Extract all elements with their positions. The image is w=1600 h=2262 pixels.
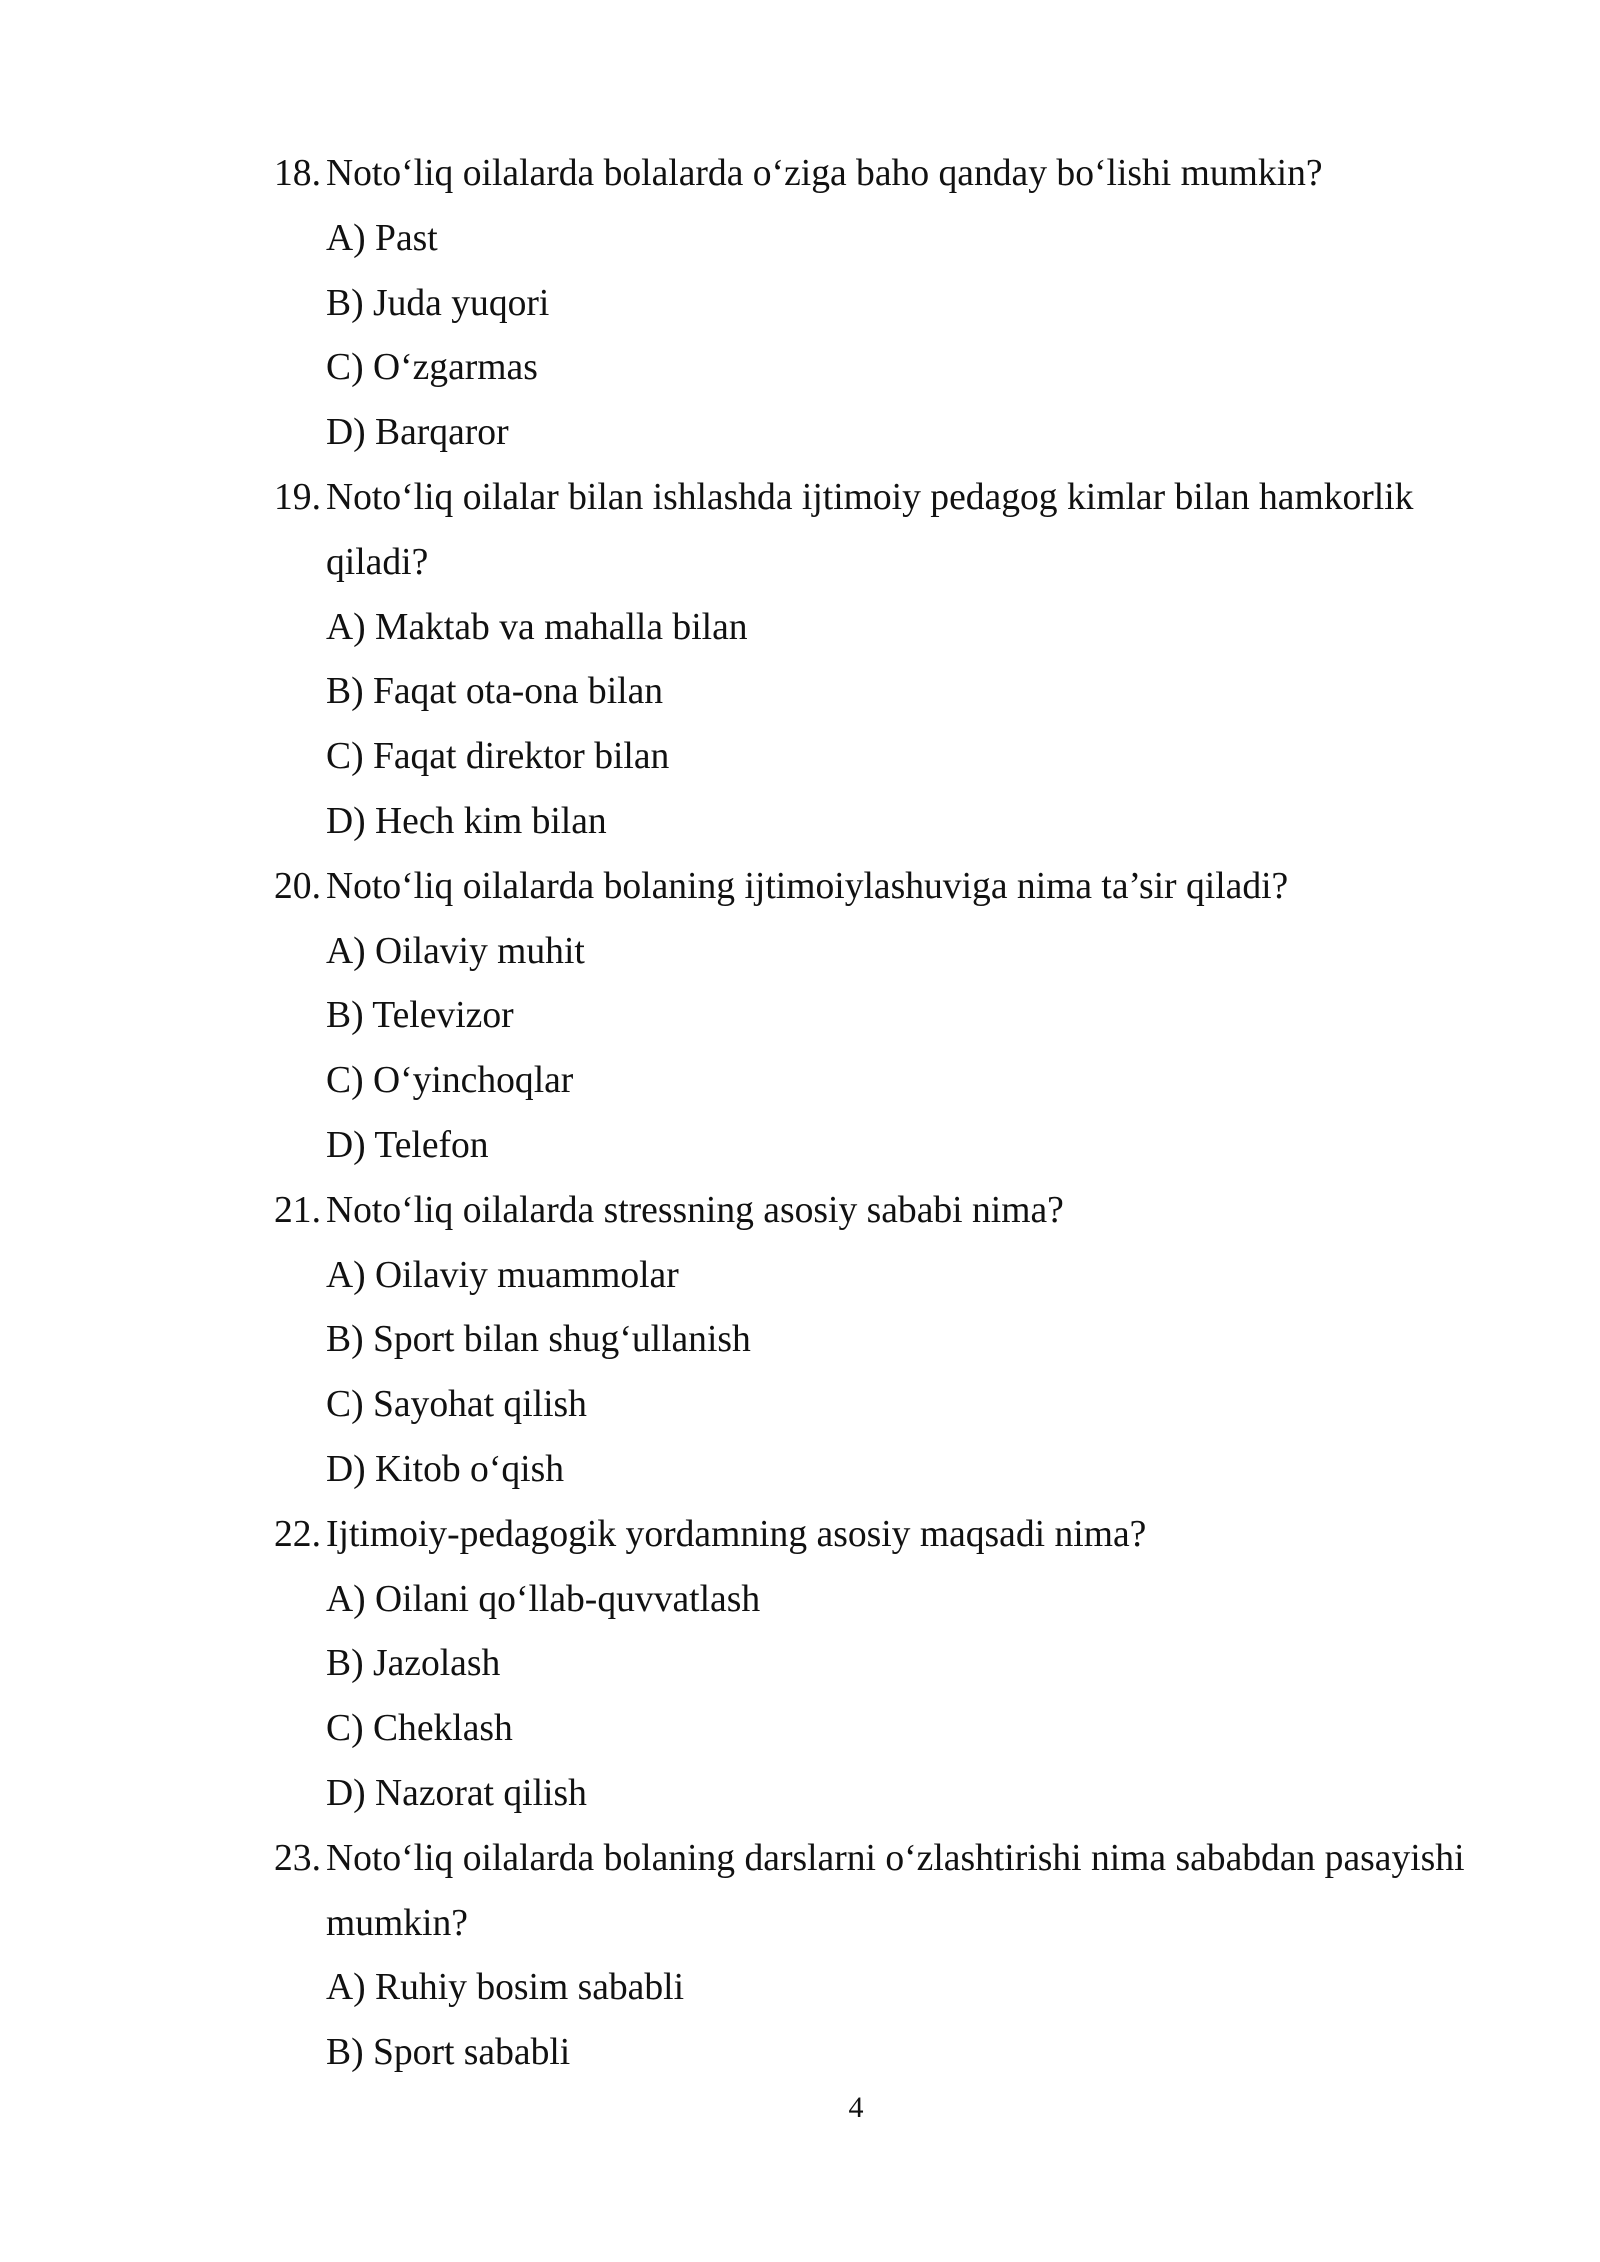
question-list	[0, 142, 1600, 2086]
answer-option-b: B) Televizor	[326, 995, 514, 1037]
answer-option-b: B) Juda yuqori	[326, 282, 550, 324]
question-20	[0, 855, 1600, 1179]
question-23	[0, 1827, 1600, 2086]
question-22	[0, 1503, 1600, 1827]
answer-option-c: C) O‘yinchoqlar	[326, 1060, 574, 1102]
answer-option-a: A) Oilaviy muammolar	[326, 1254, 679, 1296]
answer-option-a: A) Maktab va mahalla bilan	[326, 606, 748, 648]
question-number: 19.	[274, 476, 321, 518]
question-stem	[0, 466, 1600, 596]
question-text: Ijtimoiy-pedagogik yordamning asosiy maqsadi nima?	[326, 1513, 1147, 1555]
question-number: 21.	[274, 1189, 321, 1231]
answer-option-a: A) Oilaviy muhit	[326, 930, 585, 972]
question-stem	[0, 1503, 1600, 1568]
question-21	[0, 1179, 1600, 1503]
answer-option-c: C) O‘zgarmas	[326, 347, 538, 389]
answer-option-b: B) Faqat ota-ona bilan	[326, 671, 664, 713]
answer-option-d: D) Nazorat qilish	[326, 1772, 587, 1814]
answer-option-a: A) Oilani qo‘llab-quvvatlash	[326, 1578, 761, 1620]
page-number: 4	[848, 2091, 864, 2124]
question-text: Noto‘liq oilalarda bolaning ijtimoiylashuviga nima ta’sir qiladi?	[326, 865, 1289, 907]
question-text: Noto‘liq oilalar bilan ishlashda ijtimoiy pedagog kimlar bilan hamkorlik qiladi?	[326, 476, 1414, 583]
question-number: 23.	[274, 1837, 321, 1879]
answer-option-a: A) Ruhiy bosim sababli	[326, 1967, 685, 2009]
answer-option-c: C) Faqat direktor bilan	[326, 736, 670, 778]
answer-option-d: D) Barqaror	[326, 412, 509, 454]
question-stem	[0, 142, 1600, 207]
question-text: Noto‘liq oilalarda bolalarda o‘ziga baho qanday bo‘lishi mumkin?	[326, 153, 1323, 194]
answer-option-c: C) Sayohat qilish	[326, 1384, 587, 1426]
answer-option-d: D) Kitob o‘qish	[326, 1448, 564, 1490]
answer-option-b: B) Sport sababli	[326, 2032, 571, 2074]
answer-option-a: A) Past	[326, 217, 438, 259]
answer-option-b: B) Sport bilan shug‘ullanish	[326, 1319, 751, 1361]
question-text: Noto‘liq oilalarda bolaning darslarni o‘zlashtirishi nima sababdan pasayishi mumkin?	[326, 1837, 1465, 1944]
answer-option-d: D) Telefon	[326, 1124, 489, 1166]
answer-option-b: B) Jazolash	[326, 1643, 501, 1685]
question-18	[0, 142, 1600, 466]
answer-option-c: C) Cheklash	[326, 1708, 513, 1750]
question-stem	[0, 855, 1600, 920]
question-stem	[0, 1827, 1600, 1957]
question-number: 20.	[274, 865, 321, 907]
question-number: 18.	[274, 153, 321, 194]
question-19	[0, 466, 1600, 855]
answer-option-d: D) Hech kim bilan	[326, 800, 607, 842]
question-text: Noto‘liq oilalarda stressning asosiy sababi nima?	[326, 1189, 1064, 1231]
question-stem	[0, 1179, 1600, 1244]
question-number: 22.	[274, 1513, 321, 1555]
